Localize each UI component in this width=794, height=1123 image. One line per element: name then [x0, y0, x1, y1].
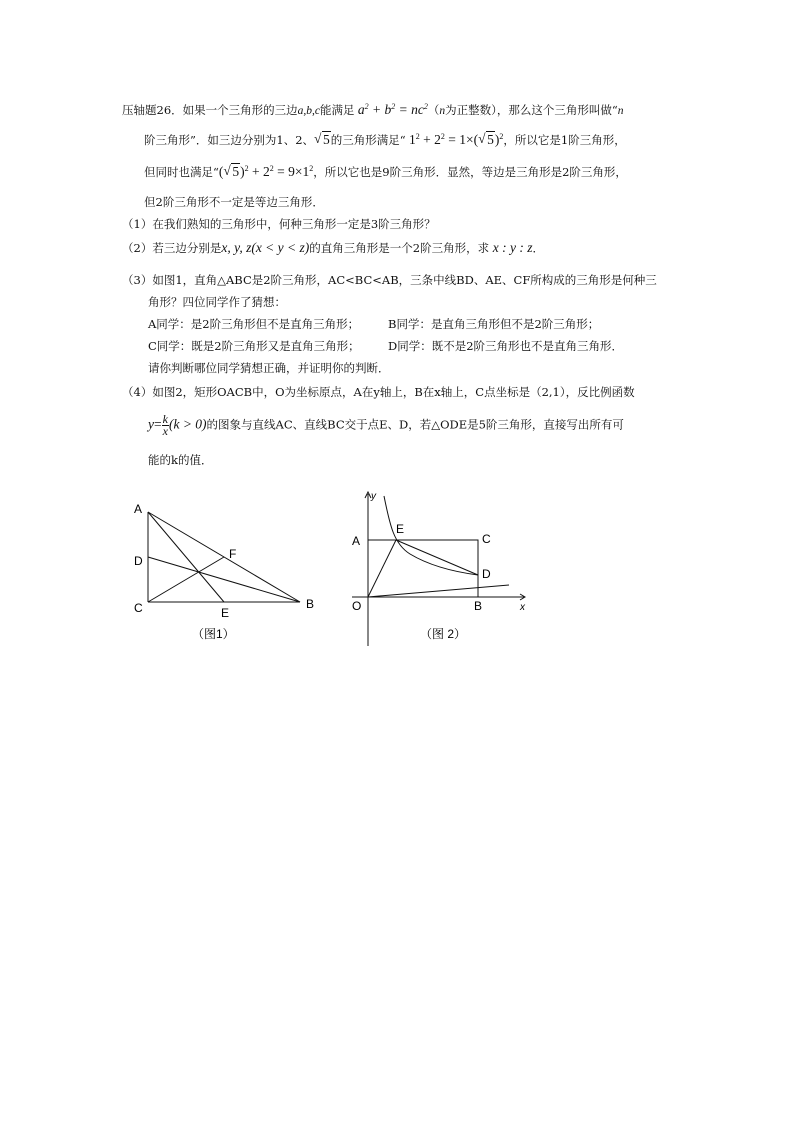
fig2-label-y: y	[371, 491, 376, 502]
fig1-label-c: C	[134, 601, 143, 615]
fraction-denominator: x	[162, 424, 168, 438]
q4-text-c: 能的k的值．	[148, 453, 213, 467]
segment-ed	[396, 540, 478, 575]
fig2-caption: （图 2）	[420, 627, 467, 641]
q2-text-b: 的直角三角形是一个2阶三角形，求	[309, 241, 490, 255]
fig1-label-b: B	[306, 597, 315, 611]
sqrt5: √ 5	[314, 132, 331, 148]
question-4-line-3	[148, 452, 212, 468]
median-ae	[148, 512, 224, 602]
question-2	[122, 240, 544, 256]
line2-text-c: ，所以它是1阶三角形，	[503, 133, 626, 147]
fig2-label-c: C	[482, 532, 491, 546]
question-3-line-1	[122, 272, 657, 288]
q4-text-b: 的图象与直线AC、直线BC交于点E、D，若△ODE是5阶三角形，直接写出所有可	[206, 417, 624, 432]
fig2-label-d: D	[482, 567, 491, 581]
q4-text-a: （4）如图2，矩形OACB中，O为坐标原点，A在y轴上，B在x轴上，C点坐标是（2,1），反比例函数	[122, 385, 635, 399]
formula-1: $1^2 + 2^2 = 1\times(√$ 5)$^2$	[406, 132, 504, 147]
q2-text-a: （2）若三边分别是	[122, 241, 222, 255]
median-bd	[148, 557, 300, 602]
guess-c	[148, 338, 360, 354]
figure-1	[120, 490, 340, 650]
fig2-label-e: E	[396, 522, 405, 536]
q4-cond: (k > 0)	[168, 416, 207, 432]
formula-2: (√ $5)^2 + 2^2 = 9\times 1^2$	[219, 164, 313, 179]
fig2-label-o: O	[352, 599, 362, 613]
line3-text-a: 但同时也满足“	[144, 165, 219, 179]
segment-od	[368, 585, 509, 597]
q2-end: ．	[532, 241, 544, 255]
guess-b	[388, 316, 599, 332]
median-cf	[148, 557, 224, 602]
problem-text-mid: 能满足	[320, 103, 355, 117]
q4-eq: =	[154, 416, 162, 432]
question-1-text: （1）在我们熟知的三角形中，何种三角形一定是3阶三角形？	[122, 217, 436, 231]
guess-a-text: A同学：是2阶三角形但不是直角三角形；	[148, 317, 360, 331]
problem-line-1	[122, 102, 624, 119]
fraction-k-over-x	[162, 414, 169, 437]
question-3-line-3	[148, 360, 390, 376]
question-1	[122, 216, 436, 232]
question-4-line-1	[122, 384, 635, 400]
fig1-label-a: A	[134, 502, 143, 516]
question-4-line-2	[148, 414, 624, 437]
guess-d-text: D同学：既不是2阶三角形也不是直角三角形．	[388, 339, 624, 353]
problem-line-3	[144, 164, 627, 180]
question-3-line-2	[148, 294, 286, 310]
fig1-label-d: D	[134, 554, 143, 568]
line3-text-b: ，所以它也是9阶三角形．显然，等边是三角形是2阶三角形，	[313, 165, 627, 179]
fig2-label-x: x	[520, 602, 525, 613]
guess-a	[148, 316, 359, 332]
fraction-numerator: k	[162, 412, 168, 426]
figure-2	[340, 486, 540, 650]
fig1-caption: （图1）	[192, 627, 235, 641]
problem-line-2	[144, 132, 626, 148]
segment-oe	[368, 540, 396, 597]
paren-open: （	[427, 103, 440, 117]
guess-d	[388, 338, 623, 354]
fig1-label-e: E	[221, 606, 230, 620]
var-n: n	[439, 105, 446, 117]
guess-c-text: C同学：既是2阶三角形又是直角三角形；	[148, 339, 360, 353]
fig2-label-a: A	[352, 534, 361, 548]
guess-b-text: B同学：是直角三角形但不是2阶三角形；	[388, 317, 600, 331]
line4-text: 但2阶三角形不一定是等边三角形．	[144, 195, 324, 209]
var-n2: n	[617, 105, 624, 117]
condition-formula: $a^2 + b^2 = nc^2$	[357, 102, 428, 117]
q3-text-a: （3）如图1，直角△ABC是2阶三角形，AC<BC<AB，三条中线BD、AE、CF所构成的三角形是何种三	[122, 273, 657, 287]
problem-line-4	[144, 194, 324, 210]
q4-y: y	[148, 416, 154, 432]
problem-text: 压轴题26．如果一个三角形的三边	[122, 103, 298, 117]
sides-vars: a,b,c	[297, 105, 320, 117]
q3-text-b: 角形？四位同学作了猜想：	[148, 295, 286, 309]
fig1-label-f: F	[229, 547, 237, 561]
q2-vars: x, y, z(x < y < z)	[221, 240, 310, 255]
line2-text-a: 阶三角形”．如三边分别为1、2、	[144, 133, 315, 147]
q3-text-c: 请你判断哪位同学猜想正确，并证明你的判断．	[148, 361, 390, 375]
line2-text-b: 的三角形满足“	[330, 133, 406, 147]
q2-ratio: x : y : z	[492, 240, 533, 255]
fig2-label-b: B	[474, 599, 483, 613]
problem-text-tail: 为正整数），那么这个三角形叫做“	[445, 103, 618, 117]
